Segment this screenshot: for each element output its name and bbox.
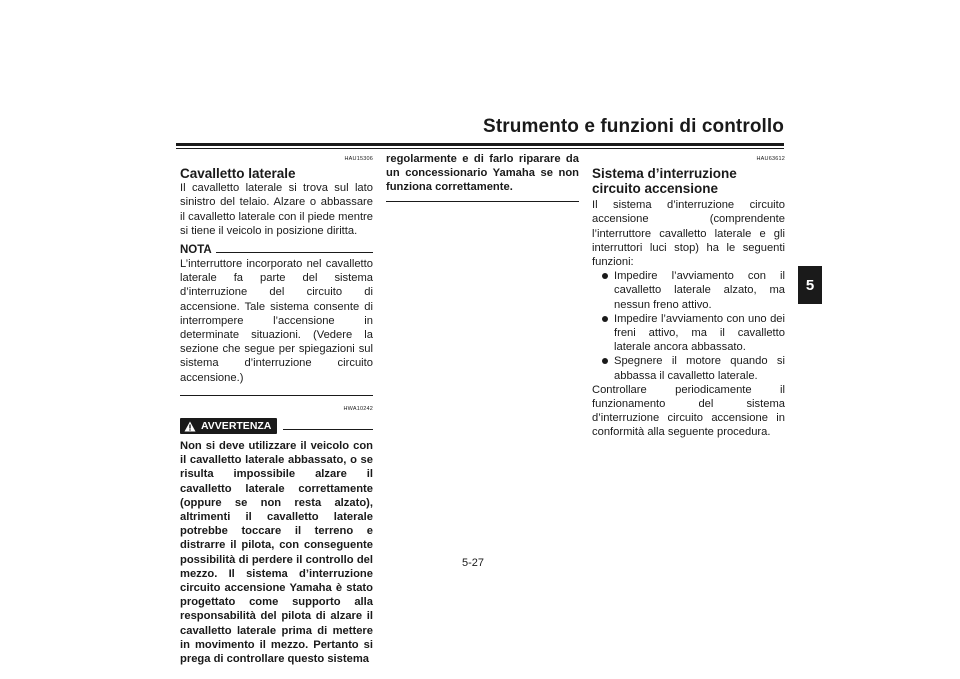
section-heading: Sistema d’interruzione circuito accensione bbox=[592, 166, 737, 197]
warning-header bbox=[180, 418, 373, 434]
warning-text-continued: regolarmente e di farlo riparare da un concessionario Yamaha se non funziona correttamente. bbox=[386, 153, 579, 194]
intro-paragraph: Il sistema d’interruzione circuito accensione (comprendente l’interruttore cavalletto laterale e gli interruttori luci stop) ha le seguenti funzioni: bbox=[592, 199, 785, 269]
section-heading: Cavalletto laterale bbox=[180, 166, 296, 182]
warning-triangle-icon bbox=[184, 421, 196, 432]
chapter-tab: 5 bbox=[798, 266, 822, 304]
nota-rule bbox=[216, 252, 373, 253]
column-2 bbox=[386, 152, 579, 202]
section-code: HAU15306 bbox=[344, 156, 373, 162]
bullet-icon bbox=[602, 273, 608, 279]
nota-text: L’interruttore incorporato nel cavalletto laterale fa parte del sistema d’interruzione del circuito di accensione. Tale sistema consente di interrompere l’accensione in determinate situazioni. (Vedere la sezione che segue per spiegazioni sul sistema d’interruzione circuito accensione.) bbox=[180, 258, 373, 384]
bullet-icon bbox=[602, 358, 608, 364]
warning-rule bbox=[283, 429, 373, 430]
header-rule bbox=[176, 143, 784, 146]
nota-header bbox=[180, 243, 373, 257]
nota-end-rule bbox=[180, 395, 373, 396]
column-1 bbox=[180, 152, 373, 666]
list-item: Spegnere il motore quando si abbassa il cavalletto laterale. bbox=[592, 354, 785, 382]
list-item: Impedire l’avviamento con uno dei freni attivo, ma il cavalletto laterale ancora abbassato. bbox=[592, 312, 785, 355]
warning-badge bbox=[180, 418, 277, 434]
warning-code: HWA10242 bbox=[343, 405, 373, 412]
warning-text: Non si deve utilizzare il veicolo con il cavalletto laterale abbassato, o se risulta impossibile alzare il cavalletto laterale correttamente (oppure se non resta alzato), altrimenti il cavalletto laterale potrebbe toccare il terreno e distrarre il pilota, con conseguente possibilità di perdere il controllo del mezzo. Il sistema d’interruzione circuito accensione Yamaha è stato progettato come supporto alla responsabilità del pilota di alzare il cavalletto laterale prima di mettere in movimento il mezzo. Pertanto si prega di controllare questo sistema bbox=[180, 440, 373, 666]
column-3 bbox=[592, 152, 785, 440]
page-header-title: Strumento e funzioni di controllo bbox=[483, 116, 784, 137]
nota-label: NOTA bbox=[180, 243, 212, 256]
section-code: HAU63612 bbox=[756, 156, 785, 162]
bullet-icon bbox=[602, 316, 608, 322]
function-list bbox=[592, 269, 785, 383]
list-item: Impedire l’avviamento con il cavalletto laterale alzato, ma nessun freno attivo. bbox=[592, 269, 785, 312]
page-number: 5-27 bbox=[462, 557, 485, 569]
warning-label: AVVERTENZA bbox=[201, 419, 272, 432]
header-rule-thin bbox=[176, 148, 784, 149]
warning-end-rule bbox=[386, 201, 579, 202]
paragraph: Il cavalletto laterale si trova sul lato sinistro del telaio. Alzare o abbassare il cavalletto laterale con il piede mentre si tiene il veicolo in posizione diritta. bbox=[180, 182, 373, 237]
outro-paragraph: Controllare periodicamente il funzionamento del sistema d’interruzione circuito accensione in conformità alla seguente procedura. bbox=[592, 383, 785, 439]
